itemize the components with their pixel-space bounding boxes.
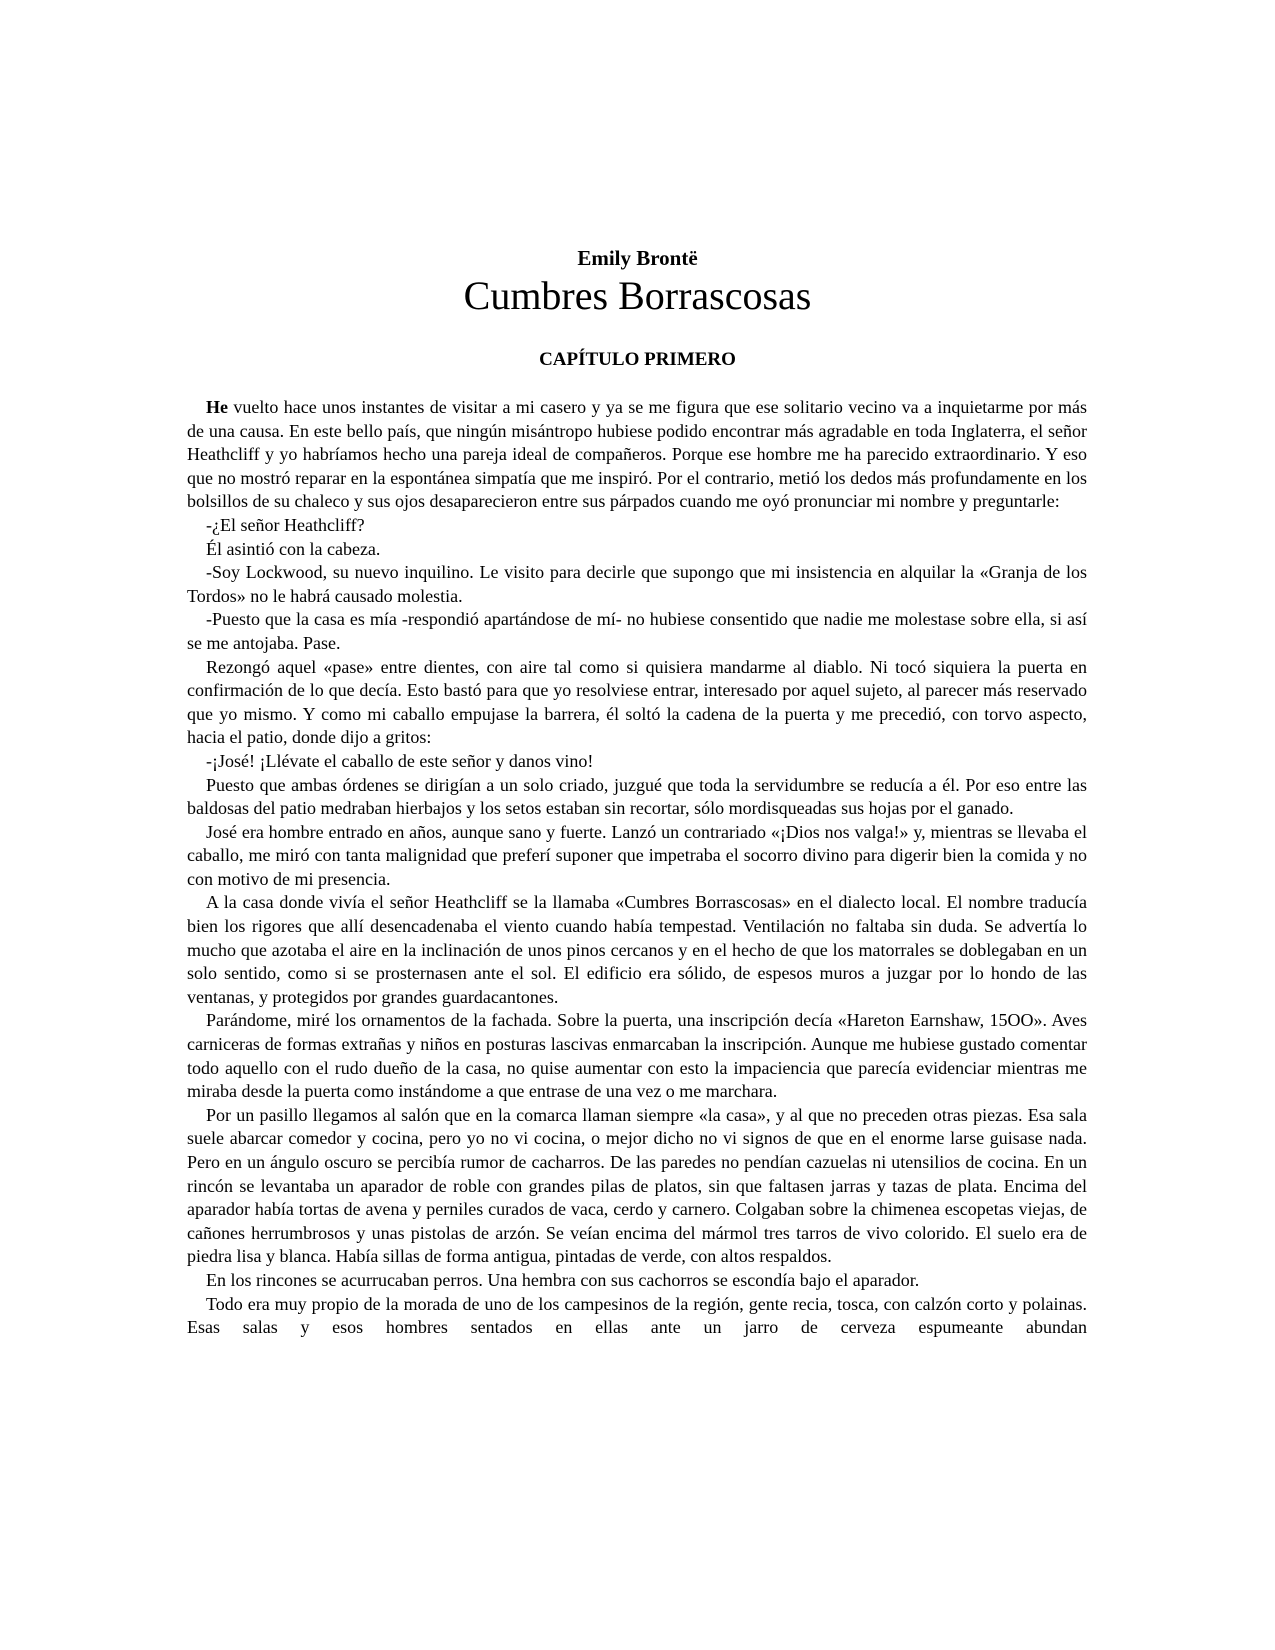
paragraph: A la casa donde vivía el señor Heathcliff se la llamaba «Cumbres Borrascosas» en el dialecto local. El nombre traducía bien los rigores que allí desencadenaba el viento cuando había tempestad. Ventilación no faltaba sin duda. Se advertía lo mucho que azotaba el aire en la inclinación de unos pinos cercanos y en el hecho de que los matorrales se doblegaban en un solo sentido, como si se prosternasen ante el sol. El edificio era sólido, de espesos muros a juzgar por lo hondo de las ventanas, y protegidos por grandes guardacantones.: [187, 892, 1087, 1007]
book-title: Cumbres Borrascosas: [463, 273, 812, 318]
paragraph: Parándome, miré los ornamentos de la fachada. Sobre la puerta, una inscripción decía «Hareton Earnshaw, 15OO». Aves carniceras de formas extrañas y niños en posturas lascivas enmarcaban la inscripción. Aunque me hubiese gustado comentar todo aquello con el rudo dueño de la casa, no quise aumentar con esto la impaciencia que parecía evidenciar mientras me miraba desde la puerta como instándome a que entrase de una vez o me marchara.: [187, 1010, 1087, 1102]
paragraph: Puesto que ambas órdenes se dirigían a un solo criado, juzgué que toda la servidumbre se reducía a él. Por eso entre las baldosas del patio medraban hierbajos y los setos estaban sin recortar, sólo mordisqueadas sus hojas por el ganado.: [187, 774, 1087, 819]
chapter-heading: CAPÍTULO PRIMERO: [539, 349, 736, 370]
paragraph: -Soy Lockwood, su nuevo inquilino. Le visito para decirle que supongo que mi insistencia en alquilar la «Granja de los Tordos» no le habrá causado molestia.: [187, 562, 1087, 606]
paragraph: -Puesto que la casa es mía -respondió apartándose de mí- no hubiese consentido que nadie me molestase sobre ella, si así se me antojaba. Pase.: [187, 609, 1087, 653]
paragraph: [187, 396, 1087, 514]
paragraph: -¡José! ¡Llévate el caballo de este señor y danos vino!: [206, 750, 594, 771]
paragraph-text: vuelto hace unos instantes de visitar a mi casero y ya se me figura que ese solitario vecino va a inquietarme por más de una causa. En este bello país, que ningún misántropo hubiese podido encontrar más agradable en toda Inglaterra, el señor Heathcliff y yo habríamos hecho una pareja ideal de compañeros. Porque ese hombre me ha parecido extraordinario. Y eso que no mostró reparar en la espontánea simpatía que me inspiró. Por el contrario, metió los dedos más profundamente en los bolsillos de su chaleco y sus ojos desaparecieron entre sus párpados cuando me oyó pronunciar mi nombre y preguntarle:: [187, 397, 1087, 512]
paragraph: Él asintió con la cabeza.: [206, 538, 381, 559]
paragraph: José era hombre entrado en años, aunque sano y fuerte. Lanzó un contrariado «¡Dios nos valga!» y, mientras se llevaba el caballo, me miró con tanta malignidad que preferí suponer que impetraba el socorro divino para digerir bien la comida y no con motivo de mi presencia.: [187, 821, 1087, 889]
author-name: Emily Brontë: [577, 246, 698, 270]
paragraph: Por un pasillo llegamos al salón que en la comarca llaman siempre «la casa», y al que no preceden otras piezas. Esa sala suele abarcar comedor y cocina, pero yo no vi cocina, o mejor dicho no vi signos de que en el enorme larse guisase nada. Pero en un ángulo oscuro se percibía rumor de cacharros. De las paredes no pendían cazuelas ni utensilios de cocina. En un rincón se levantaba un aparador de roble con grandes pilas de platos, sin que faltasen jarras y tazas de plata. Encima del aparador había tortas de avena y perniles curados de vaca, cerdo y carnero. Colgaban sobre la chimenea escopetas viejas, de cañones herrumbrosos y unas pistolas de arzón. Se veían encima del mármol tres tarros de vivo colorido. El suelo era de piedra lisa y blanca. Había sillas de forma antigua, pintadas de verde, con altos respaldos.: [187, 1104, 1087, 1267]
paragraph: -¿El señor Heathcliff?: [206, 514, 365, 535]
paragraph-lead-word: He: [206, 397, 228, 417]
paragraph: En los rincones se acurrucaban perros. Una hembra con sus cachorros se escondía bajo el aparador.: [206, 1269, 920, 1290]
paragraph: Todo era muy propio de la morada de uno de los campesinos de la región, gente recia, tosca, con calzón corto y polainas. Esas salas y esos hombres sentados en ellas ante un jarro de cerveza espumeante abundan: [187, 1293, 1087, 1338]
body-text: [187, 396, 1087, 1340]
paragraph: Rezongó aquel «pase» entre dientes, con aire tal como si quisiera mandarme al diablo. Ni tocó siquiera la puerta en confirmación de lo que decía. Esto bastó para que yo resolviese entrar, interesado por aquel sujeto, al parecer más reservado que yo mismo. Y como mi caballo empujase la barrera, él soltó la cadena de la puerta y me precedió, con torvo aspecto, hacia el patio, donde dijo a gritos:: [187, 656, 1087, 748]
